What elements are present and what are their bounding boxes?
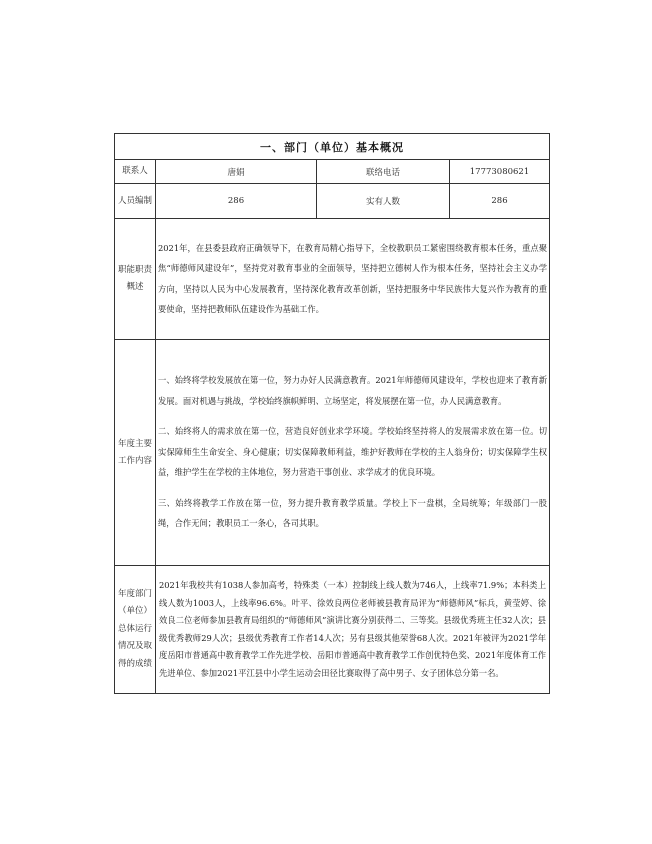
functions-text: 2021年，在县委县政府正确领导下，在教育局精心指导下，全校教职员工紧密围绕教育根本任务，重点聚焦“师德师风建设年”，坚持党对教育事业的全面领导，坚持把立德树人作为根本任务，坚持社会主义办学方向，坚持以人民为中心发展教育，坚持深化教育改革创新，坚持把服务中华民族伟大复兴作为教育的重要使命，坚持把教师队伍建设作为基础工作。 [156, 219, 550, 340]
functions-label: 职能职责概述 [115, 219, 156, 340]
contact-row [115, 160, 550, 184]
annual-work-paragraph-3: 三、始终将教学工作放在第一位，努力提升教育教学质量。学校上下一盘棋，全局统筹；年级部门一股绳，合作无间；教职员工一条心，各司其职。 [158, 497, 547, 529]
phone-value: 17773080621 [450, 160, 550, 184]
staffing-value: 286 [156, 184, 317, 219]
basic-overview-table [114, 133, 550, 694]
staff-row [115, 184, 550, 219]
phone-label: 联络电话 [317, 160, 450, 184]
annual-work-label: 年度主要工作内容 [115, 340, 156, 566]
annual-work-paragraph-2: 二、始终将人的需求放在第一位，营造良好创业求学环境。学校始终坚持将人的发展需求放在第一位。切实保障师生生命安全、身心健康；切实保障教师利益，维护好教师在学校的主人翁身份；切实保障学生权益，维护学生在学校的主体地位，努力营造干事创业、求学成才的优良环境。 [158, 426, 547, 478]
achievements-text: 2021年我校共有1038人参加高考，特殊类（一本）控制线上线人数为746人，上线率71.9%；本科类上线人数为1003人，上线率96.6%。叶平、徐效良两位老师被县教育局评为“师德师风”标兵，黄莹婷、徐效良二位老师参加县教育局组织的“师德师风”演讲比赛分别获得二、三等奖。县级优秀班主任32人次；县级优秀教师29人次；县级优秀教育工作者14人次；另有县级其他荣誉68人次。2021年被评为2021学年度岳阳市普通高中教育教学工作先进学校、岳阳市普通高中教育教学工作创优特色奖、2021年度体育工作先进单位、参加2021平江县中小学生运动会田径比赛取得了高中男子、女子团体总分第一名。 [156, 566, 550, 694]
annual-work-content [156, 340, 550, 566]
achievements-row [115, 566, 550, 694]
functions-row [115, 219, 550, 340]
contact-person-label: 联系人 [115, 160, 156, 184]
section-title: 一、部门（单位）基本概况 [115, 134, 550, 160]
actual-count-value: 286 [450, 184, 550, 219]
staffing-label: 人员编制 [115, 184, 156, 219]
contact-person-value: 唐娟 [156, 160, 317, 184]
annual-work-paragraph-1: 一、始终将学校发展放在第一位，努力办好人民满意教育。2021年师德师风建设年，学校也迎来了教育新发展。面对机遇与挑战，学校始终旗帜鲜明、立场坚定，将发展摆在第一位，办人民满意教育。 [158, 375, 547, 406]
achievements-label: 年度部门（单位）总体运行情况及取得的成绩 [115, 566, 156, 694]
actual-count-label: 实有人数 [317, 184, 450, 219]
title-row [115, 134, 550, 160]
annual-work-row [115, 340, 550, 566]
